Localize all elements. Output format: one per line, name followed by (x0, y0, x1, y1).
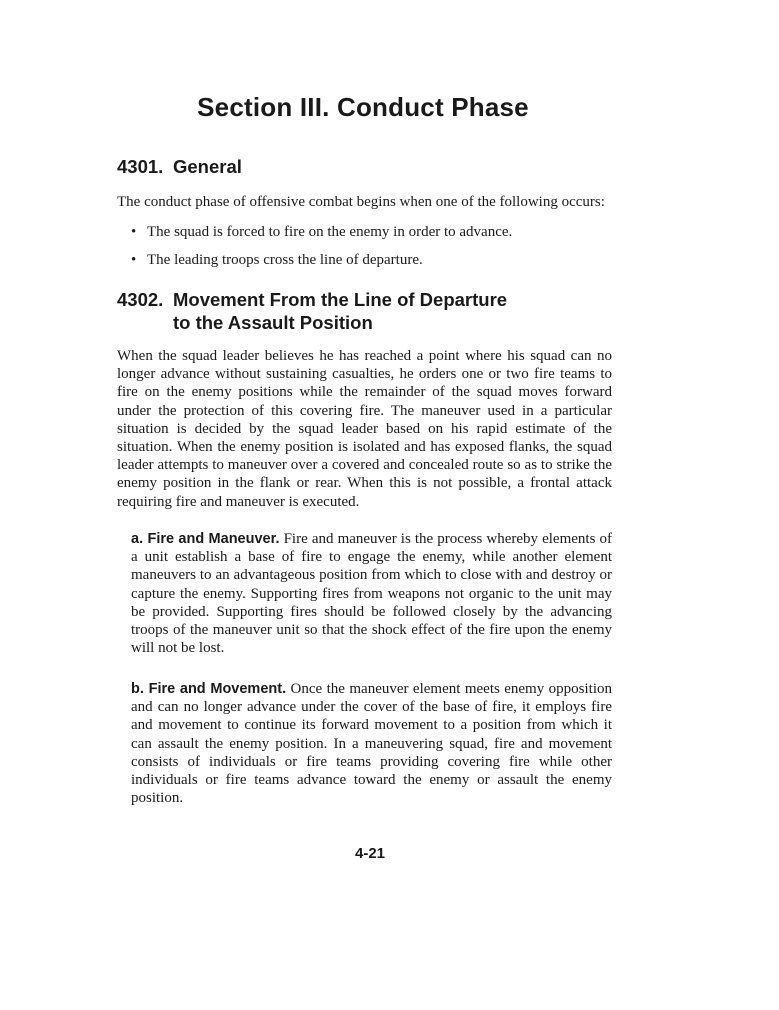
heading-4301-title: General (173, 156, 242, 177)
subsection-a-label: a. Fire and Maneuver. (131, 531, 280, 547)
list-item-text: The leading troops cross the line of departure. (147, 252, 423, 268)
page-number: 4-21 (354, 845, 386, 862)
movement-paragraph: When the squad leader believes he has reached a point where his squad can no longer advance without sustaining casualties, he orders one or two fire teams to fire on the enemy positions while the remainder of the squad moves forward under the protection of this covering fire. The maneuver used in a particular situation is decided by the squad leader based on his rapid estimate of the situation. When the enemy position is isolated and has exposed flanks, the squad leader attempts to maneuver over a covered and concealed route so as to strike the enemy position in the flank or rear. When this is not possible, a frontal attack requiring fire and maneuver is executed. (117, 348, 612, 510)
bullet-icon: • (131, 252, 137, 268)
list-item (131, 251, 512, 269)
subsection-b-label: b. Fire and Movement. (131, 681, 287, 697)
bullet-icon: • (131, 224, 137, 240)
heading-4301 (117, 155, 242, 178)
list-item-text: The squad is forced to fire on the enemy in order to advance. (147, 224, 513, 240)
subsection-a-text: Fire and maneuver is the process whereby elements of a unit establish a base of fire to engage the enemy, while another element maneuvers to an advantageous position from which to close with and destroy or capture the enemy. Supporting fires from weapons not organic to the unit may be provided. Supporting fires should be followed closely by the advancing troops of the maneuver unit so that the shock effect of the fire upon the enemy will not be lost. (131, 531, 612, 657)
heading-4302-number: 4302. (117, 289, 164, 310)
subsection-b-text: Once the maneuver element meets enemy opposition and can no longer advance under the cover of the base of fire, it employs fire and movement to continue its forward movement to a position from which it can assault the enemy position. In a maneuvering squad, fire and movement consists of individuals or fire teams providing covering fire while other individuals or fire teams advance toward the enemy or assault the enemy position. (131, 681, 612, 807)
condition-list (131, 223, 512, 279)
intro-paragraph: The conduct phase of offensive combat begins when one of the following occurs: (117, 194, 605, 210)
section-title: Section III. Conduct Phase (197, 92, 529, 122)
heading-4302-title-line2: to the Assault Position (173, 312, 373, 333)
heading-4301-number: 4301. (117, 156, 164, 177)
subsection-fire-and-maneuver (131, 530, 612, 657)
list-item (131, 223, 512, 241)
subsection-fire-and-movement (131, 680, 612, 807)
heading-4302 (117, 288, 507, 334)
heading-4302-title-line1: Movement From the Line of Departure (173, 289, 508, 310)
